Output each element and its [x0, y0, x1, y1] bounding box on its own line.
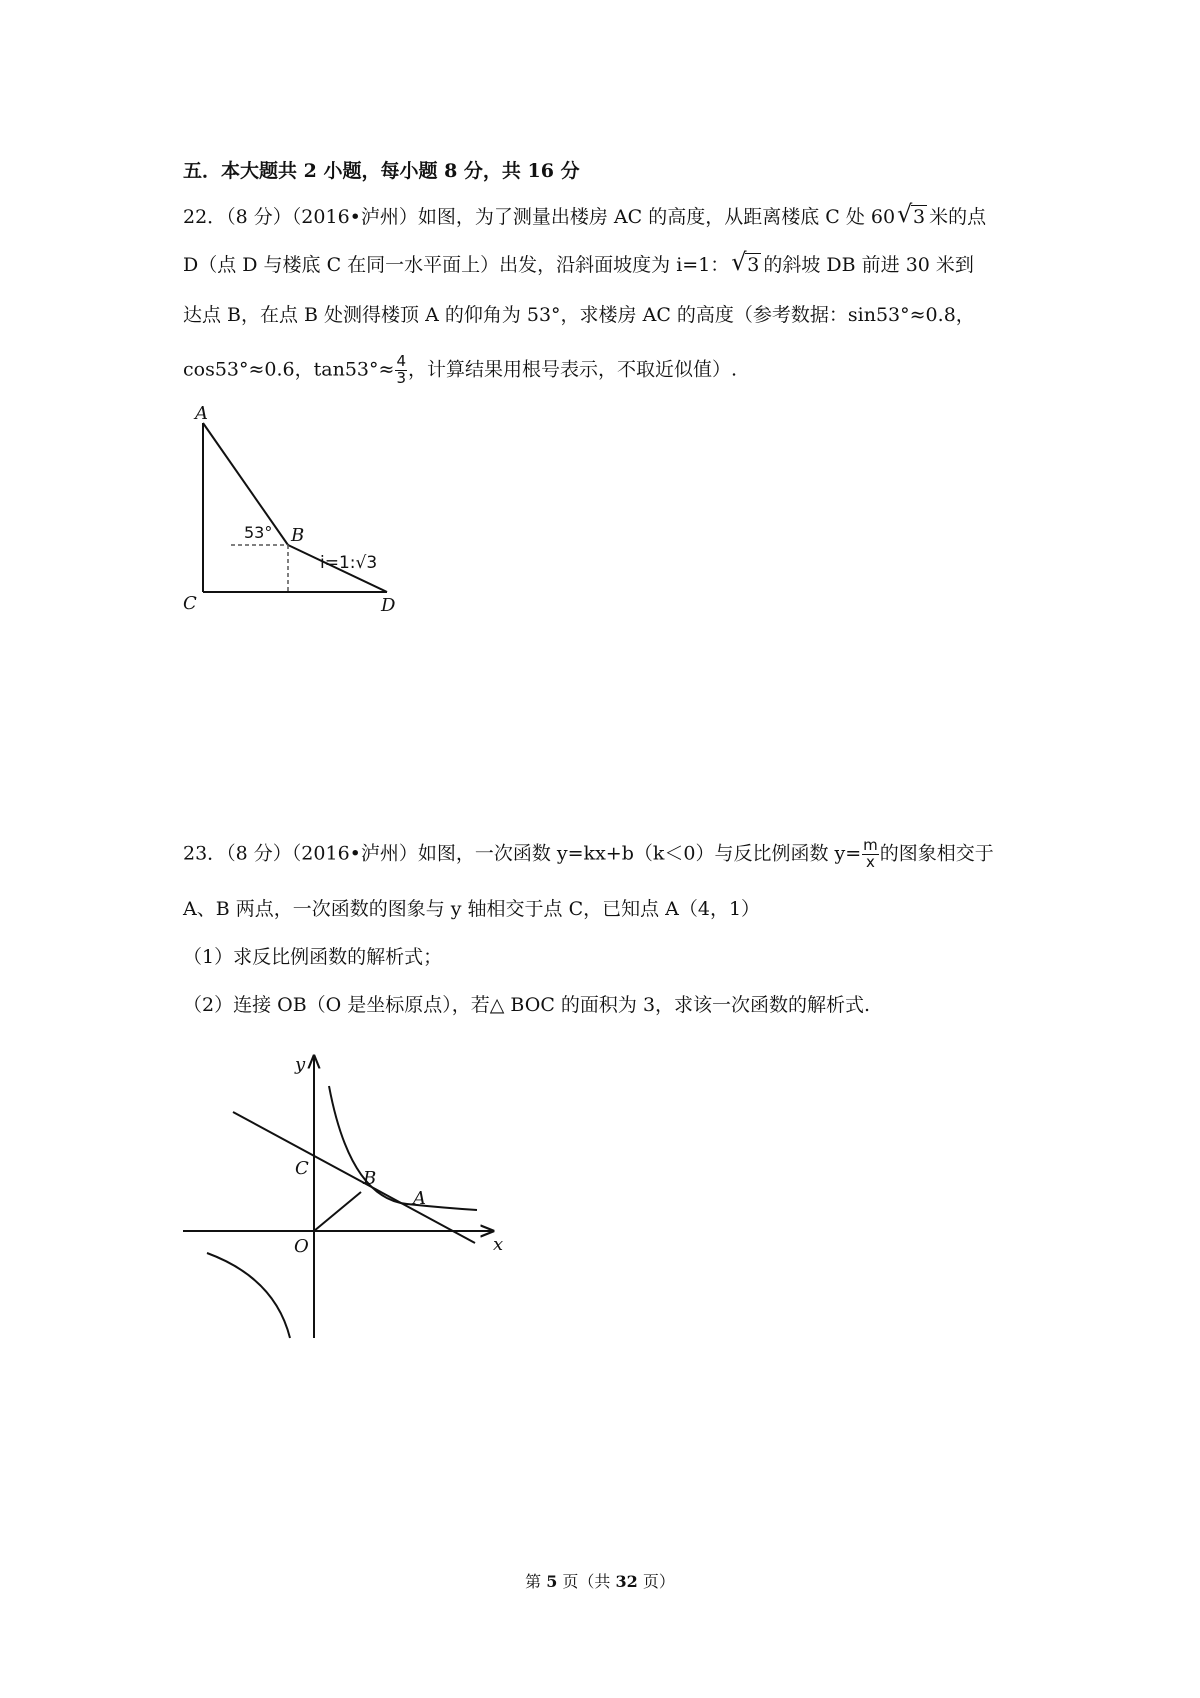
angle-label: 53° — [244, 523, 273, 542]
q22-line-1 — [183, 200, 987, 228]
label-B: B — [363, 1168, 377, 1189]
segment-OB — [314, 1192, 361, 1231]
q22-text: 米的点 — [929, 206, 987, 228]
hyperbola-branch-1 — [329, 1086, 477, 1210]
q23-text: 的图象相交于 — [879, 842, 994, 865]
hyperbola-branch-2 — [207, 1253, 290, 1338]
q23-line-4: （2）连接 OB（O 是坐标原点），若△ BOC 的面积为 3，求该一次函数的解析式. — [183, 994, 871, 1016]
sqrt-symbol: √ 3 — [731, 248, 760, 276]
label-D: D — [381, 595, 396, 615]
label-C: C — [183, 593, 197, 614]
q22-line-3: 达点 B，在点 B 处测得楼顶 A 的仰角为 53°，求楼房 AC 的高度（参考数据：sin53°≈0.8， — [183, 304, 975, 326]
label-y: y — [295, 1054, 306, 1075]
page-total: 32 — [615, 1572, 638, 1591]
label-A: A — [195, 405, 208, 424]
q22-text: 的斜坡 DB 前进 30 米到 — [763, 254, 974, 276]
q23-figure — [175, 1048, 515, 1348]
q22-text: D（点 D 与楼底 C 在同一水平面上）出发，沿斜面坡度为 i=1： — [183, 254, 730, 276]
q22-text: cos53°≈0.6，tan53°≈ — [183, 358, 395, 381]
q23-line-2: A、B 两点，一次函数的图象与 y 轴相交于点 C，已知点 A（4，1） — [183, 898, 761, 920]
page-footer: 第 5 页（共 32 页） — [525, 1572, 675, 1591]
section-header: 五．本大题共 2 小题，每小题 8 分，共 16 分 — [183, 160, 580, 182]
page-number: 5 — [546, 1572, 558, 1591]
linear-function-line — [233, 1112, 475, 1243]
label-O: O — [294, 1236, 309, 1257]
q22-figure — [175, 405, 405, 615]
fraction: $\frac{m}{x}$ — [863, 836, 878, 871]
q22-line-4 — [183, 354, 737, 387]
q22-text: ，计算结果用根号表示，不取近似值）. — [408, 358, 738, 381]
label-B: B — [291, 525, 305, 546]
slope-label: i=1:√3 — [320, 553, 378, 573]
label-C: C — [295, 1158, 309, 1179]
label-x: x — [493, 1234, 504, 1255]
q22-text: 22．（8 分）（2016•泸州）如图，为了测量出楼房 AC 的高度，从距离楼底 C 处 60 — [183, 206, 896, 228]
q23-line-3: （1）求反比例函数的解析式； — [183, 946, 443, 968]
q22-line-2 — [183, 248, 974, 276]
q23-text: 23．（8 分）（2016•泸州）如图，一次函数 y=kx+b（k＜0）与反比例函数 y= — [183, 842, 862, 865]
fraction: $\frac{4}{3}$ — [396, 352, 406, 387]
q23-line-1 — [183, 838, 994, 871]
label-A: A — [413, 1188, 426, 1209]
sqrt-symbol: √ 3 — [897, 200, 926, 228]
